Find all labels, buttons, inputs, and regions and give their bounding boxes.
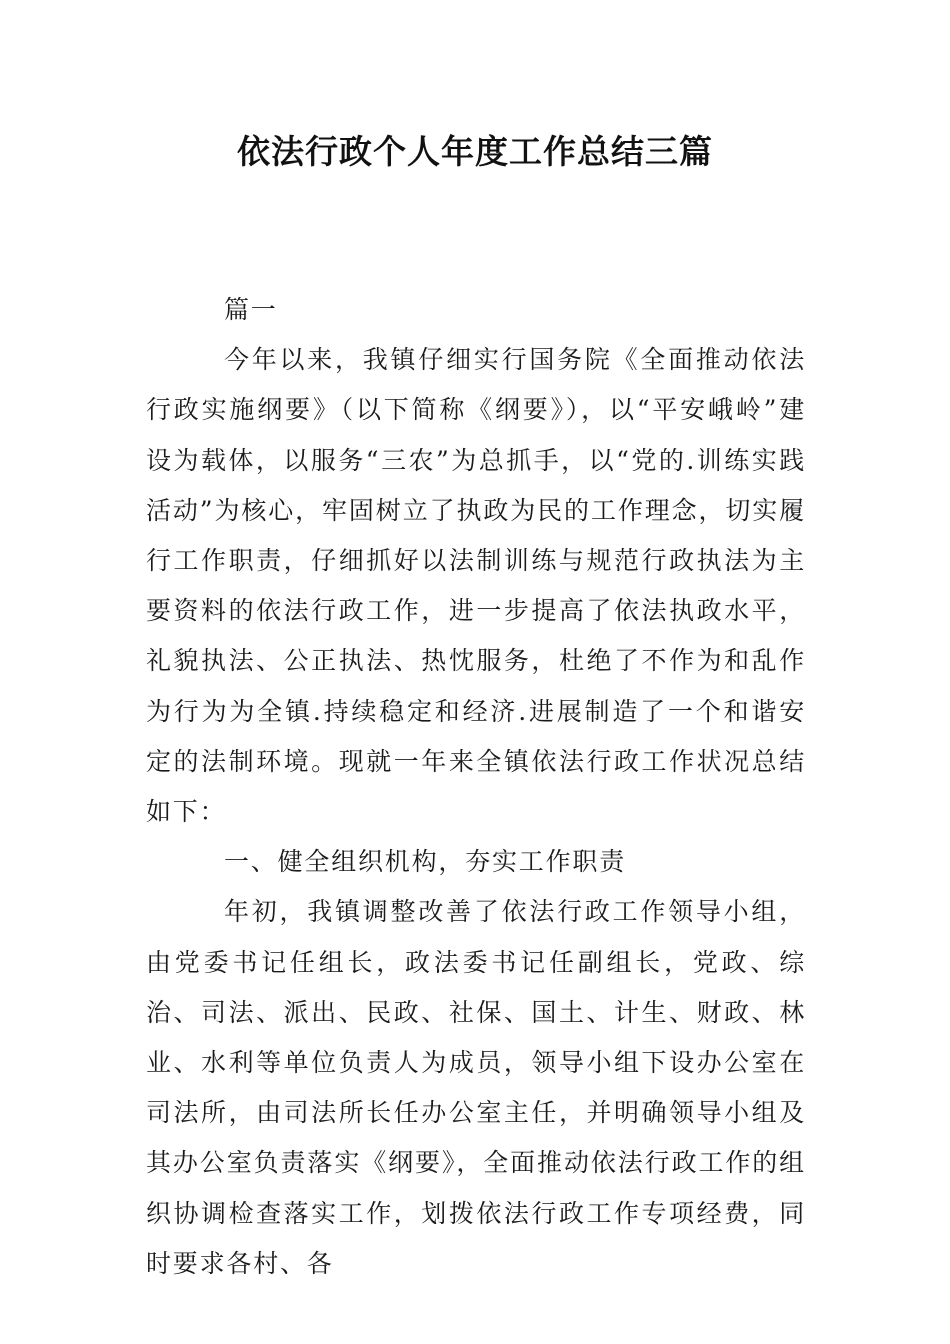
document-body bbox=[146, 285, 806, 1289]
section-label: 篇一 bbox=[224, 295, 278, 324]
paragraph-1: 今年以来，我镇仔细实行国务院《全面推动依法行政实施纲要》（以下简称《纲要》），以“平安峨岭”建设为载体，以服务“三农”为总抓手，以“党的.训练实践活动”为核心，牢固树立了执政为民的工作理念，切实履行工作职责，仔细抓好以法制训练与规范行政执法为主要资料的依法行政工作，进一步提高了依法执政水平，礼貌执法、公正执法、热忱服务，杜绝了不作为和乱作为行为为全镇.持续稳定和经济.进展制造了一个和谐安定的法制环境。现就一年来全镇依法行政工作状况总结如下： bbox=[146, 345, 806, 827]
document-title: 依法行政个人年度工作总结三篇 bbox=[237, 132, 713, 171]
paragraph-2: 年初，我镇调整改善了依法行政工作领导小组，由党委书记任组长，政法委书记任副组长，党政、综治、司法、派出、民政、社保、国土、计生、财政、林业、水利等单位负责人为成员，领导小组下设办公室在司法所，由司法所长任办公室主任，并明确领导小组及其办公室负责落实《纲要》，全面推动依法行政工作的组织协调检查落实工作，划拨依法行政工作专项经费，同时要求各村、各 bbox=[146, 897, 806, 1278]
section-heading-1: 一、健全组织机构，夯实工作职责 bbox=[224, 847, 627, 877]
